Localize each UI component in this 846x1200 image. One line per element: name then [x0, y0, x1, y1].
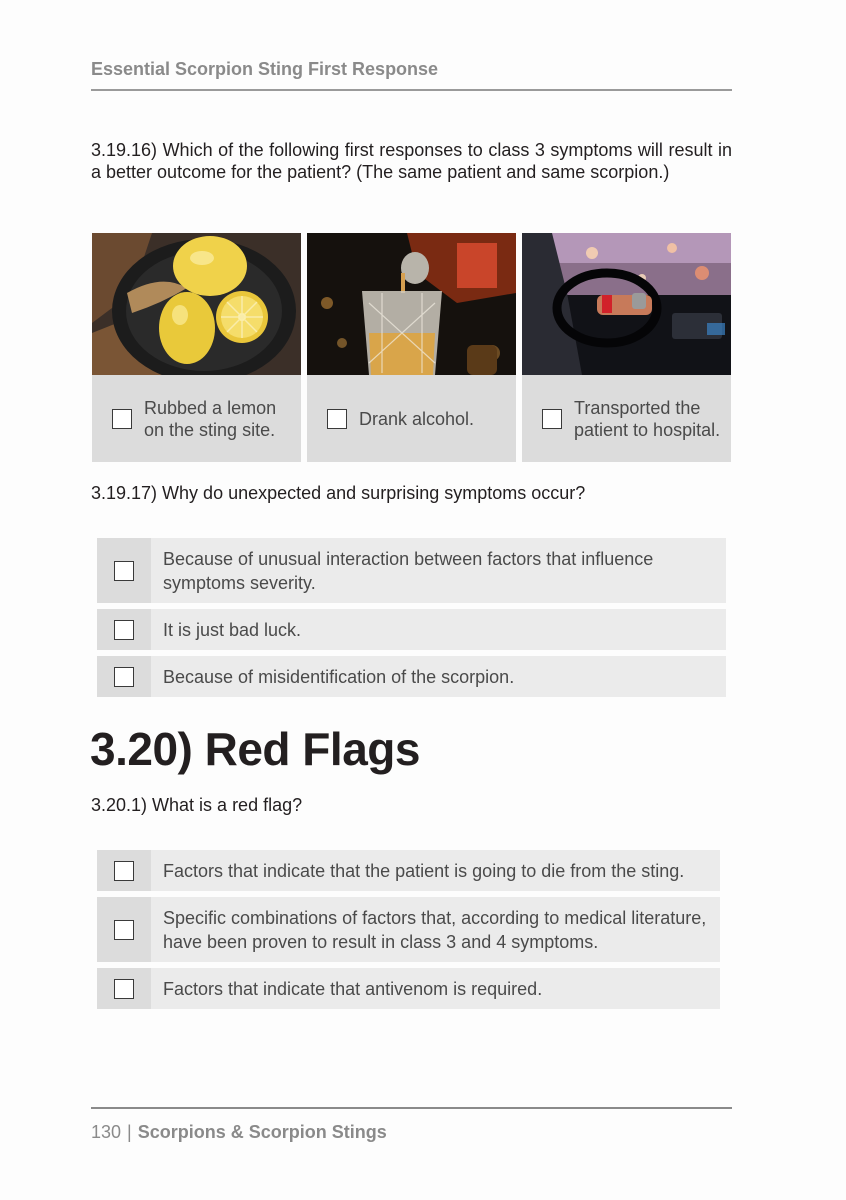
answer-text: Drank alcohol.	[359, 408, 475, 429]
book-title: Scorpions & Scorpion Stings	[137, 1122, 387, 1142]
answer-text: Transported the patient to hospital.	[574, 397, 721, 440]
running-header: Essential Scorpion Sting First Response	[91, 59, 439, 79]
car-driving-photo	[522, 233, 731, 375]
answer-text: Factors that indicate that the patient is going to die from the sting.	[163, 861, 685, 881]
answer-option[interactable]	[97, 609, 726, 650]
answer-label	[522, 375, 731, 462]
answer-text: Rubbed a lemon on the sting site.	[144, 397, 277, 440]
answer-text: Because of unusual interaction between factors that influence symptoms severity.	[163, 549, 654, 593]
answer-checkbox[interactable]	[114, 861, 134, 881]
lemons-photo	[92, 233, 301, 375]
answer-options	[97, 850, 720, 1009]
answer-checkbox[interactable]	[114, 561, 134, 581]
image-answer-options	[92, 233, 731, 462]
page-footer	[91, 1122, 387, 1143]
answer-checkbox[interactable]	[114, 979, 134, 999]
question-text: 3.19.17) Why do unexpected and surprising symptoms occur?	[91, 483, 586, 503]
answer-option-lemon[interactable]	[92, 233, 301, 462]
answer-option[interactable]	[97, 968, 720, 1009]
answer-text: Specific combinations of factors that, according to medical literature, have been proven to result in class 3 and 4 symptoms.	[163, 908, 707, 952]
answer-checkbox[interactable]	[327, 409, 347, 429]
footer-separator: |	[127, 1122, 132, 1142]
answer-checkbox[interactable]	[114, 620, 134, 640]
answer-option[interactable]	[97, 538, 726, 603]
answer-text: Because of misidentification of the scorpion.	[163, 667, 515, 687]
answer-options	[97, 538, 726, 697]
answer-option-hospital[interactable]	[522, 233, 731, 462]
page-number: 130	[91, 1122, 122, 1142]
header-divider	[91, 89, 732, 91]
section-heading: 3.20) Red Flags	[90, 723, 420, 775]
answer-text: Factors that indicate that antivenom is required.	[163, 979, 543, 999]
answer-checkbox[interactable]	[114, 667, 134, 687]
question-text: 3.19.16) Which of the following first responses to class 3 symptoms will result in a better outcome for the patient? (The same patient and same scorpion.)	[91, 140, 732, 182]
answer-text: It is just bad luck.	[163, 620, 302, 640]
answer-label	[307, 375, 516, 462]
answer-checkbox[interactable]	[112, 409, 132, 429]
answer-checkbox[interactable]	[542, 409, 562, 429]
question-text: 3.20.1) What is a red flag?	[91, 795, 303, 815]
answer-option-alcohol[interactable]	[307, 233, 516, 462]
answer-option[interactable]	[97, 656, 726, 697]
footer-divider	[91, 1107, 732, 1109]
answer-option[interactable]	[97, 850, 720, 891]
answer-checkbox[interactable]	[114, 920, 134, 940]
answer-label	[92, 375, 301, 462]
answer-option[interactable]	[97, 897, 720, 962]
whiskey-glass-photo	[307, 233, 516, 375]
